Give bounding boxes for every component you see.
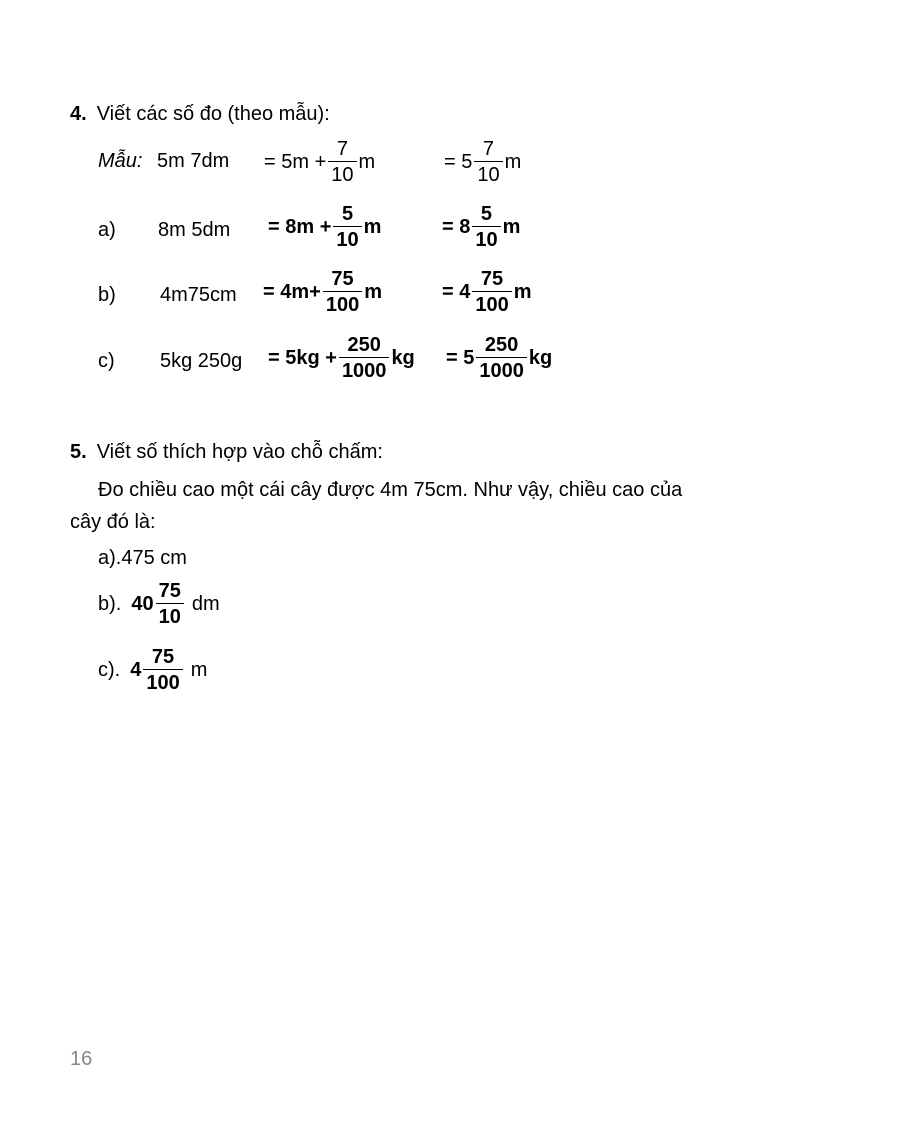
example-given: 5m 7dm (157, 150, 230, 172)
exercise-5-number: 5. (70, 441, 87, 463)
exercise-5-text-line-2: cây đó là: (70, 511, 156, 533)
exercise-5-heading (70, 441, 383, 464)
row-a-given: 8m 5dm (158, 219, 231, 241)
row-b-expression-1: = 4m+ $\frac{75}{100}$ m (263, 268, 382, 316)
row-c-fraction-2: $\frac{250}{1000}$ (476, 335, 527, 381)
example-fraction-1: $\frac{7}{10}$ (328, 139, 356, 185)
example-fraction-2: $\frac{7}{10}$ (474, 139, 502, 185)
example-expression-2: = 5 $\frac{7}{10}$ m (444, 138, 522, 186)
exercise-5-text-line-1: Đo chiều cao một cái cây được 4m 75cm. Như vậy, chiều cao của (98, 479, 683, 501)
row-c-given: 5kg 250g (160, 350, 243, 372)
answer-b: b). 40 $\frac{75}{10}$ dm (98, 580, 220, 628)
exercise-4-heading (70, 103, 330, 126)
example-expression-1: = 5m + $\frac{7}{10}$ m (264, 138, 376, 186)
exercise-5-title: Viết số thích hợp vào chỗ chấm: (96, 441, 383, 463)
exercise-4-number: 4. (70, 103, 87, 125)
row-c-expression-2: = 5 $\frac{250}{1000}$ kg (446, 334, 553, 382)
row-b-expression-2: = 4 $\frac{75}{100}$ m (442, 268, 532, 316)
row-b-fraction-2: $\frac{75}{100}$ (472, 269, 511, 315)
row-c-label: c) (98, 350, 115, 372)
row-b-given: 4m75cm (160, 284, 237, 306)
page-number: 16 (70, 1048, 93, 1070)
row-c-fraction-1: $\frac{250}{1000}$ (339, 335, 390, 381)
answer-a: a).475 cm (98, 547, 187, 569)
row-b-fraction-1: $\frac{75}{100}$ (323, 269, 362, 315)
exercise-4-title: Viết các số đo (theo mẫu): (96, 103, 330, 125)
row-c-expression-1: = 5kg + $\frac{250}{1000}$ kg (268, 334, 415, 382)
row-a-expression-1: = 8m + $\frac{5}{10}$ m (268, 203, 382, 251)
row-a-fraction-2: $\frac{5}{10}$ (472, 204, 500, 250)
answer-b-fraction: $\frac{75}{10}$ (156, 581, 184, 627)
row-a-expression-2: = 8 $\frac{5}{10}$ m (442, 203, 521, 251)
row-a-label: a) (98, 219, 116, 241)
example-label: Mẫu: (98, 150, 143, 172)
row-a-fraction-1: $\frac{5}{10}$ (333, 204, 361, 250)
answer-c: c). 4 $\frac{75}{100}$ m (98, 646, 208, 694)
answer-c-fraction: $\frac{75}{100}$ (143, 647, 182, 693)
row-b-label: b) (98, 284, 116, 306)
